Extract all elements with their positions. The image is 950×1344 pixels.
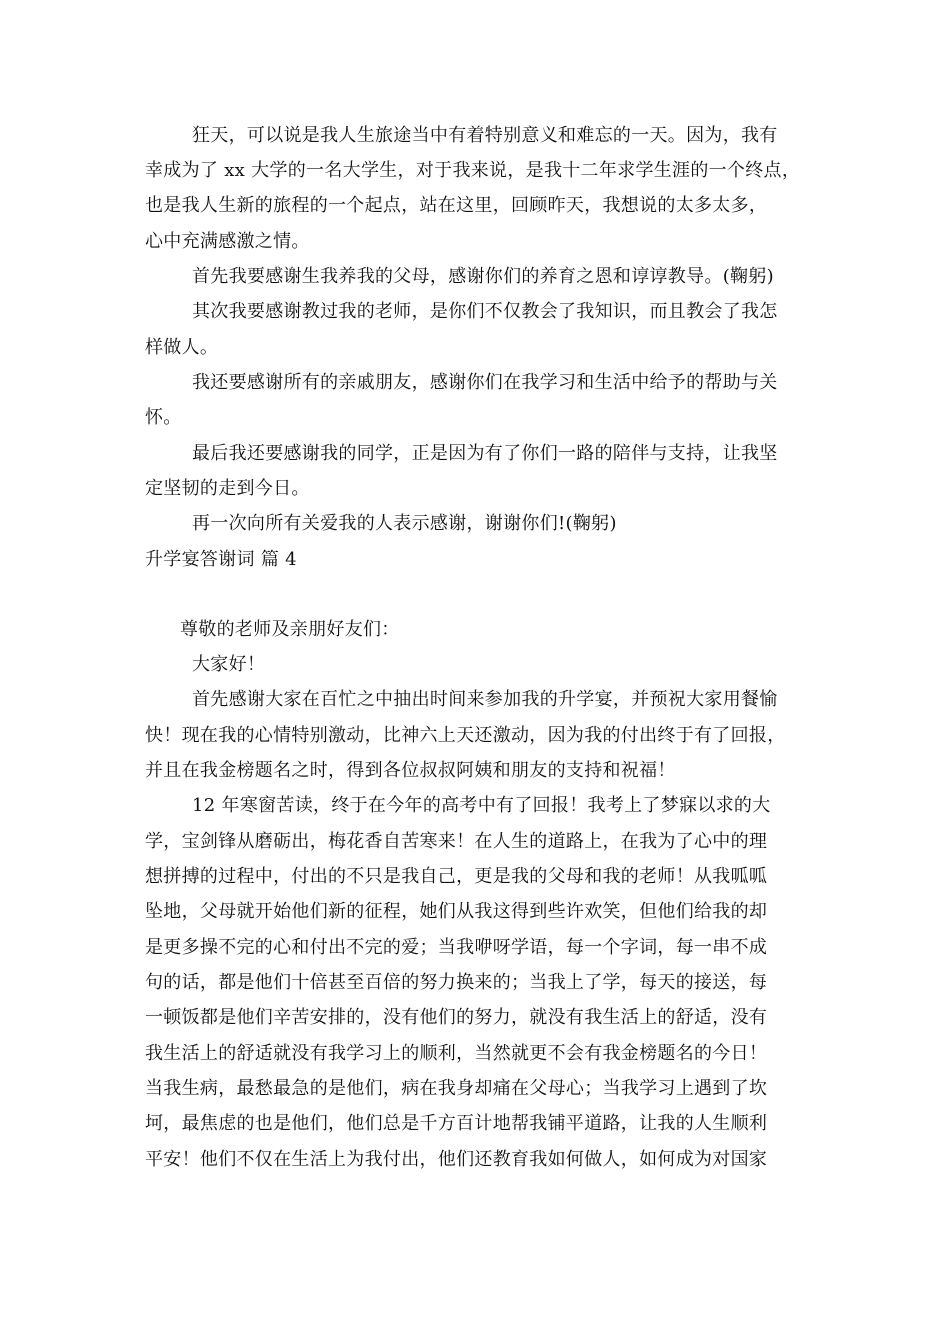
text-line: 其次我要感谢教过我的老师，是你们不仅教会了我知识，而且教会了我怎 xyxy=(192,301,778,322)
text-line: 也是我人生新的旅程的一个起点，站在这里，回顾昨天，我想说的太多太多， xyxy=(145,195,768,216)
section-heading: 升学宴答谢词 篇 4 xyxy=(145,549,297,570)
text-line: 首先我要感谢生我养我的父母，感谢你们的养育之恩和谆谆教导。(鞠躬) xyxy=(192,266,774,287)
text-line: 一顿饭都是他们辛苦安排的，没有他们的努力，就没有我生活上的舒适，没有 xyxy=(145,1007,768,1028)
text-line: 是更多操不完的心和付出不完的爱；当我咿呀学语，每一个字词，每一串不成 xyxy=(145,937,768,958)
text-line: 狂天，可以说是我人生旅途当中有着特别意义和难忘的一天。因为，我有 xyxy=(192,125,778,146)
text-line: 坷，最焦虑的也是他们，他们总是千方百计地帮我铺平道路，让我的人生顺利 xyxy=(145,1113,768,1134)
text-line: 心中充满感激之情。 xyxy=(145,231,310,252)
text-line: 快！现在我的心情特别激动，比神六上天还激动，因为我的付出终于有了回报， xyxy=(145,725,786,746)
text-line: 我生活上的舒适就没有我学习上的顺利，当然就更不会有我金榜题名的今日！ xyxy=(145,1043,768,1064)
text-line: 样做人。 xyxy=(145,337,219,358)
text-line: 12 年寒窗苦读，终于在今年的高考中有了回报！我考上了梦寐以求的大 xyxy=(192,795,771,816)
text-line: 定坚韧的走到今日。 xyxy=(145,478,310,499)
text-line: 学，宝剑锋从磨砺出，梅花香自苦寒来！在人生的道路上，在我为了心中的理 xyxy=(145,831,768,852)
text-line: 怀。 xyxy=(145,407,182,428)
text-line: 再一次向所有关爱我的人表示感谢，谢谢你们!(鞠躬) xyxy=(192,513,617,534)
text-line: 最后我还要感谢我的同学，正是因为有了你们一路的陪伴与支持，让我坚 xyxy=(192,443,778,464)
text-line: 幸成为了 xx 大学的一名大学生，对于我来说，是我十二年求学生涯的一个终点， xyxy=(145,160,801,181)
greeting: 大家好！ xyxy=(192,654,266,675)
text-line: 并且在我金榜题名之时，得到各位叔叔阿姨和朋友的支持和祝福！ xyxy=(145,760,676,781)
text-line: 句的话，都是他们十倍甚至百倍的努力换来的；当我上了学，每天的接送，每 xyxy=(145,972,768,993)
salutation: 尊敬的老师及亲朋好友们： xyxy=(180,619,400,640)
text-line: 坠地，父母就开始他们新的征程，她们从我这得到些许欢笑，但他们给我的却 xyxy=(145,901,768,922)
text-line: 首先感谢大家在百忙之中抽出时间来参加我的升学宴，并预祝大家用餐愉 xyxy=(192,689,778,710)
text-line: 想拼搏的过程中，付出的不只是我自己，更是我的父母和我的老师！从我呱呱 xyxy=(145,866,768,887)
text-line: 我还要感谢所有的亲戚朋友，感谢你们在我学习和生活中给予的帮助与关 xyxy=(192,372,778,393)
text-line: 当我生病，最愁最急的是他们，病在我身却痛在父母心；当我学习上遇到了坎 xyxy=(145,1078,768,1099)
text-line: 平安！他们不仅在生活上为我付出，他们还教育我如何做人，如何成为对国家 xyxy=(145,1149,768,1170)
